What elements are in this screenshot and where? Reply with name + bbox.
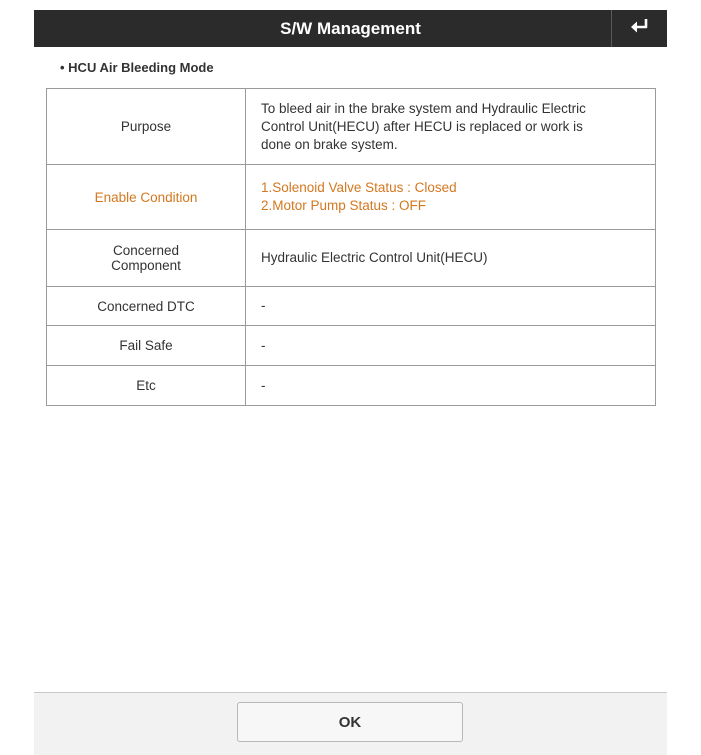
table-row-enable-condition [47,165,656,230]
value-line: Hydraulic Electric Control Unit(HECU) [261,250,488,265]
label-line: Component [111,258,181,273]
row-label: Fail Safe [47,326,246,366]
section-title: • HCU Air Bleeding Mode [60,60,214,75]
ok-button[interactable]: OK [237,702,463,742]
row-label: Enable Condition [47,165,246,230]
back-button[interactable] [612,10,667,47]
row-label: Purpose [47,89,246,165]
value-line: 1.Solenoid Valve Status : Closed [261,180,457,195]
row-label: Etc [47,366,246,406]
value-line: - [261,377,266,393]
return-arrow-icon [630,18,650,39]
label-line: Concerned [112,243,180,258]
value-line: - [261,337,266,353]
row-label: Concerned DTC [47,287,246,326]
table-row-concerned-dtc [47,287,656,326]
table-row-concerned-component [47,230,656,287]
info-table [46,88,656,406]
row-label [47,230,246,287]
row-value [246,326,656,366]
value-line: Control Unit(HECU) after HECU is replaced or work is [261,118,583,134]
table-row-purpose [47,89,656,165]
value-line: - [261,298,266,313]
row-value [246,287,656,326]
row-value [246,89,656,165]
page-title: S/W Management [280,19,421,38]
value-line: To bleed air in the brake system and Hydraulic Electric [261,100,586,116]
value-line: 2.Motor Pump Status : OFF [261,198,427,213]
value-line: done on brake system. [261,136,398,152]
title-bar [34,10,667,47]
row-value [246,165,656,230]
table-row-fail-safe [47,326,656,366]
row-value [246,230,656,287]
table-row-etc [47,366,656,406]
footer-bar [34,692,667,755]
row-value [246,366,656,406]
